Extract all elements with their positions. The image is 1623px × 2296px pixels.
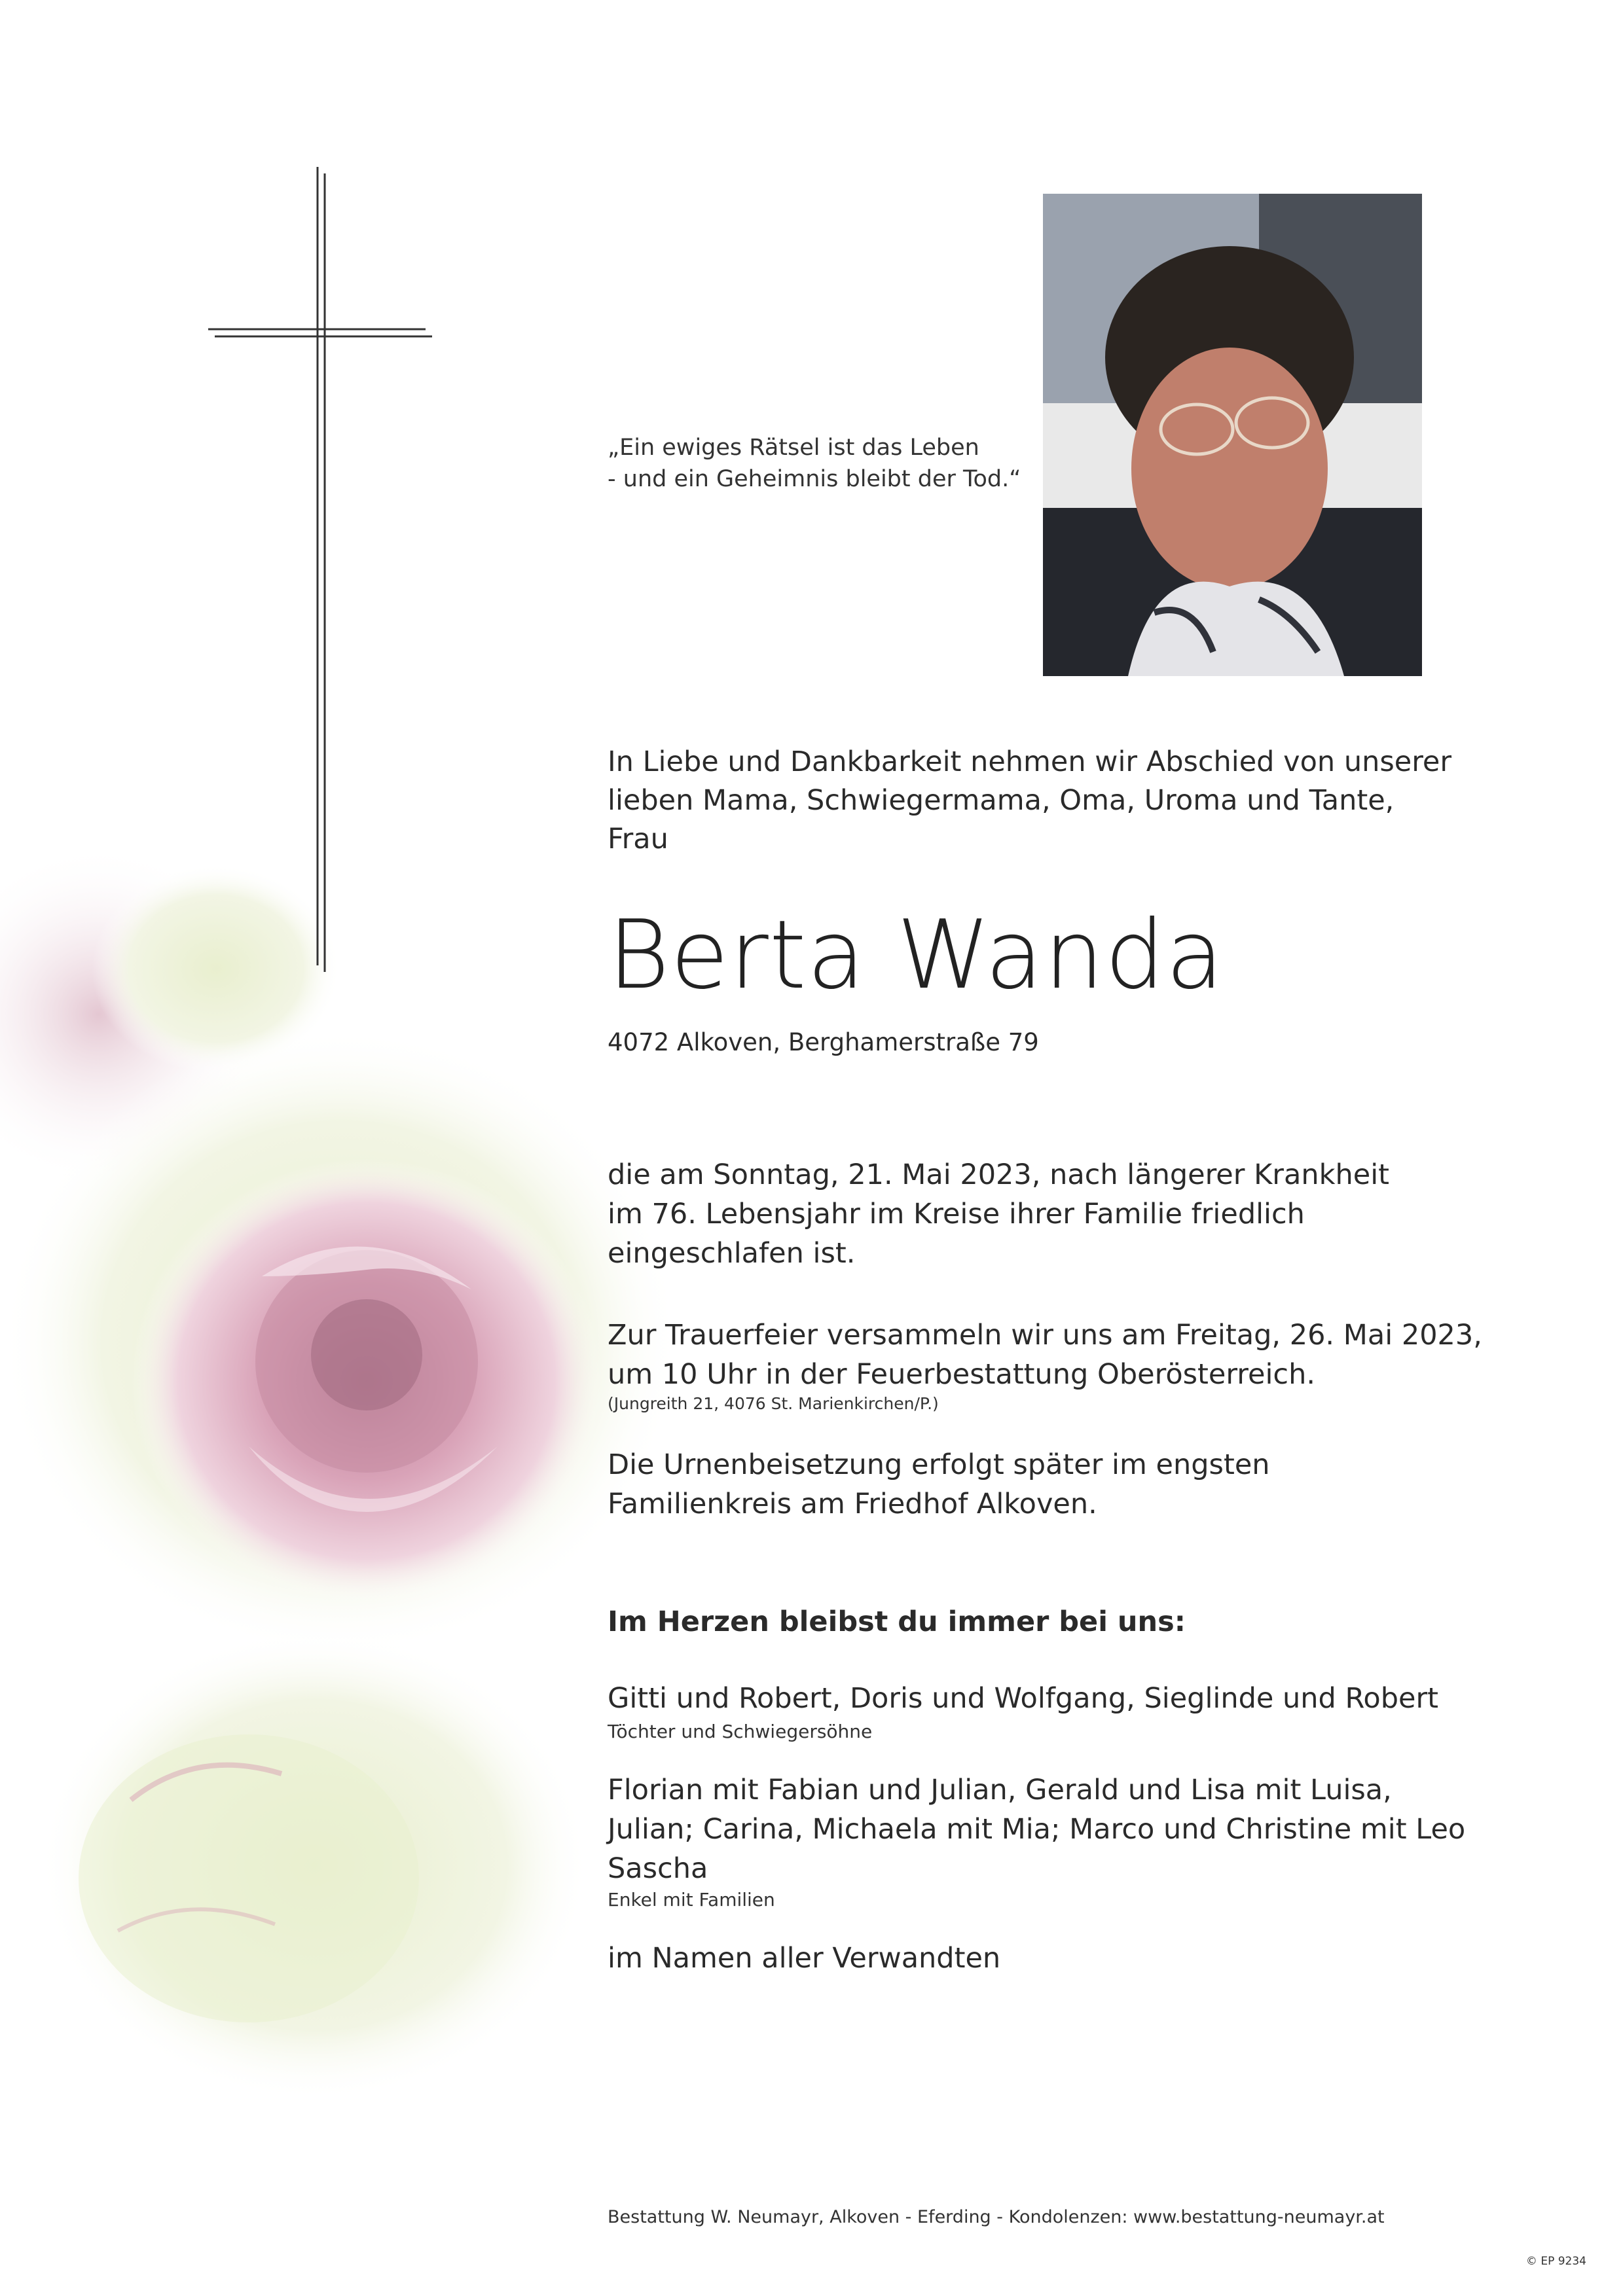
ceremony-line: Zur Trauerfeier versammeln wir uns am Freitag, 26. Mai 2023, xyxy=(608,1319,1482,1352)
relatives-line: im Namen aller Verwandten xyxy=(608,1942,1001,1975)
grandchildren-role: Enkel mit Familien xyxy=(608,1889,775,1910)
ceremony-info xyxy=(608,1316,1537,1394)
quote-line: „Ein ewiges Rätsel ist das Leben xyxy=(608,435,979,461)
intro-line: In Liebe und Dankbarkeit nehmen wir Abschied von unserer xyxy=(608,745,1452,778)
death-line: im 76. Lebensjahr im Kreise ihrer Familie friedlich xyxy=(608,1198,1305,1230)
quote xyxy=(608,432,1537,495)
children-role: Töchter und Schwiegersöhne xyxy=(608,1721,873,1742)
urn-burial-info xyxy=(608,1445,1537,1524)
document-code: © EP 9234 xyxy=(1525,2255,1586,2268)
deceased-name: Berta Wanda xyxy=(608,900,1225,1011)
heart-heading: Im Herzen bleibst du immer bei uns: xyxy=(608,1605,1186,1638)
grandchildren-line: Julian; Carina, Michaela mit Mia; Marco und Christine mit Leo xyxy=(608,1813,1466,1846)
children-names: Gitti und Robert, Doris und Wolfgang, Sieglinde und Robert xyxy=(608,1682,1439,1715)
address: 4072 Alkoven, Berghamerstraße 79 xyxy=(608,1028,1039,1056)
grandchildren-line: Sascha xyxy=(608,1852,708,1885)
quote-line: - und ein Geheimnis bleibt der Tod.“ xyxy=(608,466,1021,492)
ceremony-line: um 10 Uhr in der Feuerbestattung Oberösterreich. xyxy=(608,1358,1315,1391)
urn-line: Familienkreis am Friedhof Alkoven. xyxy=(608,1488,1097,1520)
grandchildren-line: Florian mit Fabian und Julian, Gerald und Lisa mit Luisa, xyxy=(608,1774,1392,1806)
intro-text xyxy=(608,743,1537,859)
ceremony-location: (Jungreith 21, 4076 St. Marienkirchen/P.) xyxy=(608,1394,939,1413)
footer-funeral-home: Bestattung W. Neumayr, Alkoven - Eferding - Kondolenzen: www.bestattung-neumayr.at xyxy=(608,2207,1385,2227)
death-notice xyxy=(608,1155,1537,1273)
urn-line: Die Urnenbeisetzung erfolgt später im engsten xyxy=(608,1448,1270,1481)
intro-line: Frau xyxy=(608,823,668,855)
grandchildren-names xyxy=(608,1770,1537,1888)
death-line: eingeschlafen ist. xyxy=(608,1237,856,1270)
death-line: die am Sonntag, 21. Mai 2023, nach längerer Krankheit xyxy=(608,1158,1390,1191)
intro-line: lieben Mama, Schwiegermama, Oma, Uroma und Tante, xyxy=(608,784,1395,817)
cross-icon xyxy=(203,167,439,972)
